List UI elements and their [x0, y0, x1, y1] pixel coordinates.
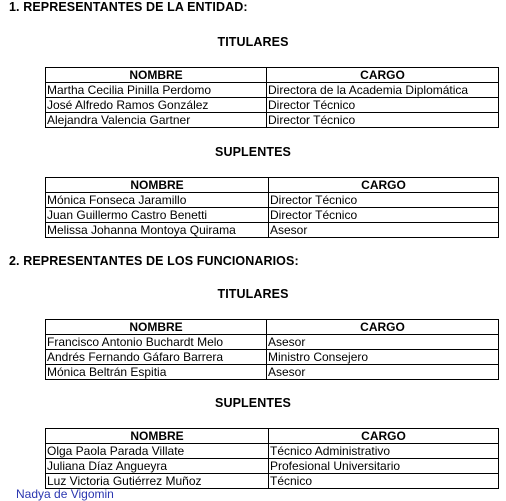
cell-cargo: Técnico — [269, 474, 499, 489]
cell-cargo: Director Técnico — [267, 98, 499, 113]
group-title-suplentes: SUPLENTES — [215, 396, 291, 410]
table-header-row — [46, 429, 499, 444]
table-entidad-titulares — [45, 67, 499, 128]
table-header-row — [46, 68, 499, 83]
cell-nombre: Juliana Díaz Angueyra — [46, 459, 269, 474]
cell-nombre: José Alfredo Ramos González — [46, 98, 267, 113]
cell-cargo: Técnico Administrativo — [269, 444, 499, 459]
column-header-nombre: NOMBRE — [46, 178, 269, 193]
table-row — [46, 193, 499, 208]
cut-off-link-text[interactable]: Nadya de Vigomin — [16, 487, 114, 501]
cell-cargo: Directora de la Academia Diplomática — [267, 83, 499, 98]
column-header-cargo: CARGO — [269, 178, 499, 193]
cell-cargo: Director Técnico — [269, 193, 499, 208]
table-row — [46, 83, 499, 98]
table-row — [46, 223, 499, 238]
cell-cargo: Director Técnico — [269, 208, 499, 223]
table-row — [46, 98, 499, 113]
table-row — [46, 335, 499, 350]
cell-nombre: Mónica Beltrán Espitia — [46, 365, 267, 380]
table-row — [46, 459, 499, 474]
section-heading-entidad: 1. REPRESENTANTES DE LA ENTIDAD: — [9, 0, 248, 14]
cell-cargo: Asesor — [267, 335, 499, 350]
cell-nombre: Juan Guillermo Castro Benetti — [46, 208, 269, 223]
cell-nombre: Alejandra Valencia Gartner — [46, 113, 267, 128]
cell-nombre: Francisco Antonio Buchardt Melo — [46, 335, 267, 350]
cell-cargo: Asesor — [267, 365, 499, 380]
cell-cargo: Asesor — [269, 223, 499, 238]
cell-nombre: Andrés Fernando Gáfaro Barrera — [46, 350, 267, 365]
section-heading-funcionarios: 2. REPRESENTANTES DE LOS FUNCIONARIOS: — [9, 254, 299, 268]
cell-cargo: Director Técnico — [267, 113, 499, 128]
table-row — [46, 113, 499, 128]
group-title-suplentes: SUPLENTES — [215, 145, 291, 159]
cell-nombre: Mónica Fonseca Jaramillo — [46, 193, 269, 208]
cell-nombre: Olga Paola Parada Villate — [46, 444, 269, 459]
column-header-nombre: NOMBRE — [46, 429, 269, 444]
column-header-cargo: CARGO — [267, 320, 499, 335]
table-row — [46, 350, 499, 365]
table-funcionarios-suplentes — [45, 428, 499, 489]
table-entidad-suplentes — [45, 177, 499, 238]
table-row — [46, 365, 499, 380]
table-funcionarios-titulares — [45, 319, 499, 380]
cell-cargo: Ministro Consejero — [267, 350, 499, 365]
column-header-nombre: NOMBRE — [46, 320, 267, 335]
table-header-row — [46, 178, 499, 193]
group-title-titulares: TITULARES — [217, 35, 289, 49]
cell-nombre: Melissa Johanna Montoya Quirama — [46, 223, 269, 238]
cell-cargo: Profesional Universitario — [269, 459, 499, 474]
cell-nombre: Martha Cecilia Pinilla Perdomo — [46, 83, 267, 98]
column-header-nombre: NOMBRE — [46, 68, 267, 83]
table-header-row — [46, 320, 499, 335]
group-title-titulares: TITULARES — [217, 287, 289, 301]
column-header-cargo: CARGO — [269, 429, 499, 444]
table-row — [46, 444, 499, 459]
cell-nombre: Luz Victoria Gutiérrez Muñoz — [46, 474, 269, 489]
table-row — [46, 208, 499, 223]
column-header-cargo: CARGO — [267, 68, 499, 83]
